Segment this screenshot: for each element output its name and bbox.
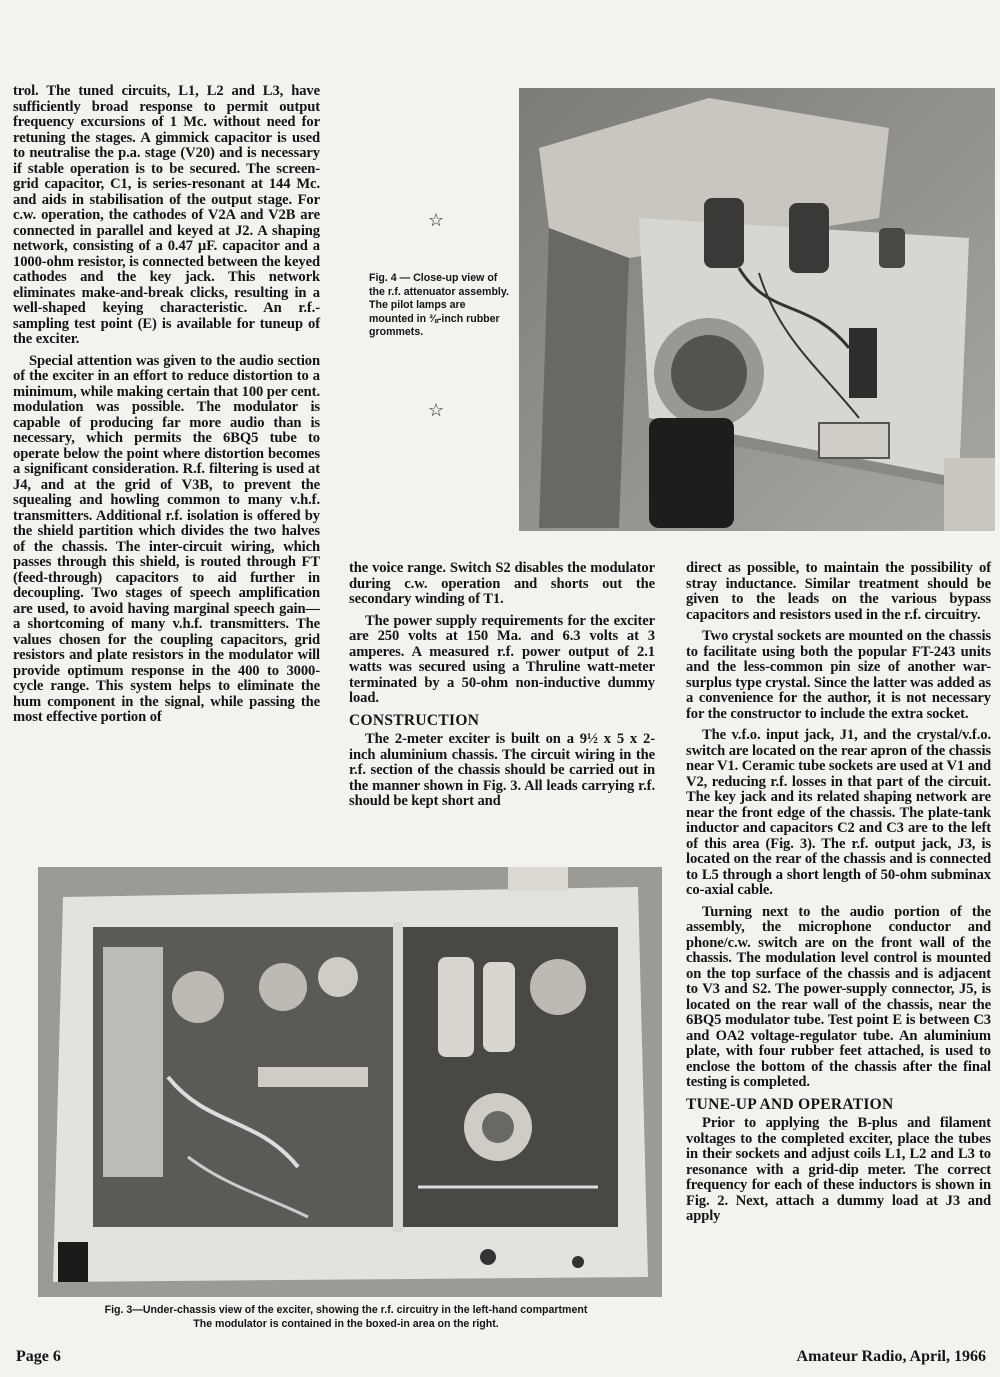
fig3-caption-line: Fig. 3—Under-chassis view of the exciter, showing the r.f. circuitry in the left-hand compartment — [104, 1304, 588, 1316]
paragraph: Two crystal sockets are mounted on the chassis to facilitate using both the popular FT-243 units and the less-common pin size of another war-surplus type crystal. Since the latter was added as a convenience for the author, it is not necessary for the constructor to include the extra socket. — [686, 628, 991, 722]
paragraph: The v.f.o. input jack, J1, and the crystal/v.f.o. switch are located on the rear apron of the chassis near V1. Ceramic tube sockets are used at V1 and V2, reducing r.f. losses in that part of the circuit. The key jack and its related shaping network are near the front edge of the chassis. The plate-tank inductor and capacitors C2 and C3 are to the left of this area (Fig. 3). The r.f. output jack, J3, is located on the rear of the chassis and is connected to L5 through a short length of 50-ohm subminax co-axial cable. — [686, 727, 991, 898]
paragraph: trol. The tuned circuits, L1, L2 and L3, have sufficiently broad response to permit output frequency excursions of 1 Mc. without need for retuning the stages. A gimmick capacitor is used to neutralise the p.a. stage (V20) and is necessary if stable operation is to be secured. The screen-grid capacitor, C1, is series-resonant at 144 Mc. and aids in stabilisation of the output stage. For c.w. operation, the cathodes of V2A and V2B are connected in parallel and keyed at J2. A shaping network, consisting of a 0.47 µF. capacitor and a 1000-ohm resistor, is connected between the keyed cathodes and the key jack. This network eliminates make-and-break clicks, resulting in a well-shaped keying characteristic. An r.f.-sampling test point (E) is available for tuneup of the exciter. — [13, 83, 320, 347]
star-ornament: ☆ — [428, 210, 445, 230]
section-heading-tune-up: TUNE-UP AND OPERATION — [686, 1095, 894, 1113]
paragraph: Prior to applying the B-plus and filament voltages to the completed exciter, place the tubes in their sockets and adjust coils L1, L2 and L3 to resonance with a grid-dip meter. The correct frequency for each of these inductors is shown in Fig. 2. Next, attach a dummy load at J3 and apply — [686, 1115, 991, 1224]
section-heading-construction: CONSTRUCTION — [349, 711, 480, 729]
paragraph: the voice range. Switch S2 disables the modulator during c.w. operation and shorts out the secondary winding of T1. — [349, 560, 655, 607]
magazine-issue: Amateur Radio, April, 1966 — [796, 1348, 986, 1365]
under-chassis-photo — [38, 867, 662, 1297]
fig3-caption-line: The modulator is contained in the boxed-in area on the right. — [193, 1317, 499, 1330]
fig4-photo — [519, 88, 995, 531]
attenuator-assembly-photo — [519, 88, 995, 531]
paragraph: Turning next to the audio portion of the assembly, the microphone conductor and phone/c.w. switch are on the front wall of the chassis. The modulation level control is mounted on the top surface of the chassis and is adjacent to V3 and S2. The power-supply connector, J5, is located on the rear wall of the chassis, near the 6BQ5 modulator tube. Test point E is between C3 and OA2 voltage-regulator tube. An aluminium plate, with four rubber feet attached, is used to enclose the bottom of the chassis after the final testing is completed. — [686, 903, 991, 1090]
left-text-column — [13, 84, 320, 732]
fig4-caption-text: Fig. 4 — Close-up view of the r.f. attenuator assembly. The pilot lamps are mounted in ⅜-inch rubber grommets. — [369, 272, 509, 338]
paragraph: The 2-meter exciter is built on a 9½ x 5 x 2-inch aluminium chassis. The circuit wiring in the r.f. section of the chassis should be carried out in the manner shown in Fig. 3. All leads carrying r.f. should be kept short and — [349, 731, 655, 809]
paragraph: direct as possible, to maintain the possibility of stray inductance. Similar treatment should be given to the leads on the various bypass capacitors and resistors used in the r.f. circuitry. — [686, 560, 991, 623]
fig3-caption — [16, 1304, 676, 1331]
page-number: Page 6 — [16, 1348, 61, 1365]
fig4-caption — [369, 272, 509, 340]
right-text-column — [686, 561, 991, 1231]
paragraph: The power supply requirements for the exciter are 250 volts at 150 Ma. and 6.3 volts at 3 amperes. A measured r.f. power output of 2.1 watts was secured using a Thruline watt-meter terminated by a 50-ohm non-inductive dummy load. — [349, 612, 655, 706]
star-ornament: ☆ — [428, 400, 445, 420]
fig3-photo — [38, 867, 662, 1297]
middle-text-column — [349, 561, 655, 816]
paragraph: Special attention was given to the audio section of the exciter in an effort to reduce distortion to a minimum, while making certain that 100 per cent. modulation was possible. The modulator is capable of producing far more audio than is necessary, which permits the 6BQ5 tube to operate below the point where distortion becomes a significant consideration. R.f. filtering is used at J4, and at the grid of V3B, to prevent the squealing and howling common to many v.h.f. transmitters. Additional r.f. isolation is offered by the shield partition which divides the two halves of the chassis. The inter-circuit wiring, which passes through this shield, is routed through FT (feed-through) capacitors to aid further in decoupling. Two stages of speech amplification are used, to avoid having marginal speech gain—a shortcoming of many v.h.f. transmitters. The values chosen for the coupling capacitors, grid resistors and plate resistors in the modulator will provide optimum response in the 400 to 3000-cycle range. This system helps to eliminate the hum component in the signal, while passing the most effective portion of — [13, 352, 320, 725]
